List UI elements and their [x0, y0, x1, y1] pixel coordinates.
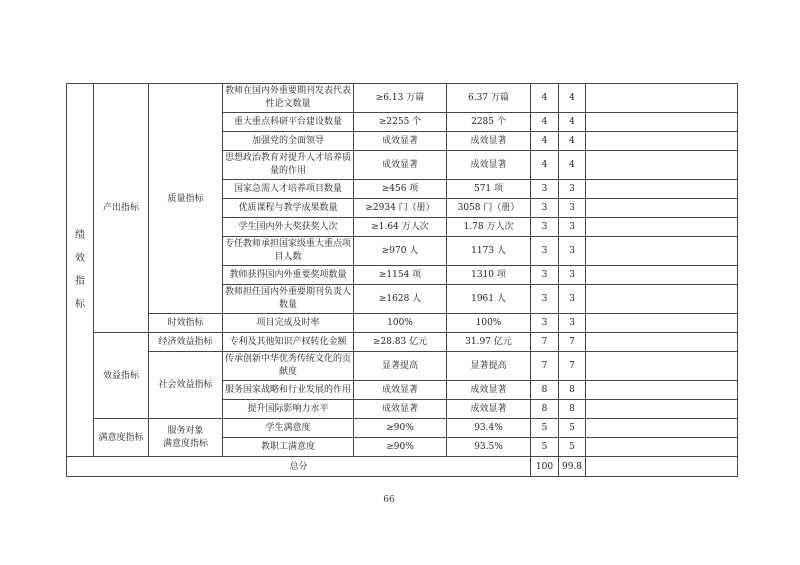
remark-cell — [586, 132, 738, 151]
remark-cell — [586, 113, 738, 132]
actual-value-cell: 成效显著 — [447, 132, 531, 151]
weight-cell: 3 — [531, 218, 559, 237]
score-cell: 8 — [559, 381, 586, 400]
actual-value-cell: 1173 人 — [447, 237, 531, 266]
actual-value-cell: 成效显著 — [447, 400, 531, 419]
performance-indicator-table — [66, 83, 738, 477]
actual-value-cell: 571 项 — [447, 180, 531, 199]
target-value-cell: 显著提高 — [354, 352, 447, 381]
remark-cell — [586, 285, 738, 314]
total-remark-cell — [586, 457, 738, 477]
score-cell: 3 — [559, 266, 586, 285]
score-cell: 4 — [559, 132, 586, 151]
target-value-cell: ≥1.64 万人次 — [354, 218, 447, 237]
weight-cell: 3 — [531, 314, 559, 333]
target-value-cell: ≥6.13 万篇 — [354, 84, 447, 113]
table-row — [67, 333, 738, 352]
score-cell: 5 — [559, 438, 586, 457]
actual-value-cell: 31.97 亿元 — [447, 333, 531, 352]
score-cell: 4 — [559, 151, 586, 180]
target-value-cell: ≥1628 人 — [354, 285, 447, 314]
actual-value-cell: 显著提高 — [447, 352, 531, 381]
remark-cell — [586, 352, 738, 381]
weight-cell: 3 — [531, 237, 559, 266]
remark-cell — [586, 237, 738, 266]
remark-cell — [586, 266, 738, 285]
actual-value-cell: 2285 个 — [447, 113, 531, 132]
indicator-name-cell: 专任教师承担国家级重大重点项目人数 — [223, 237, 354, 266]
row-group-label-cell — [67, 84, 94, 457]
weight-cell: 3 — [531, 180, 559, 199]
score-cell: 3 — [559, 285, 586, 314]
subcategory-timeliness-cell: 时效指标 — [149, 314, 223, 333]
target-value-cell: ≥2934 门（册） — [354, 199, 447, 218]
remark-cell — [586, 314, 738, 333]
actual-value-cell: 1.78 万人次 — [447, 218, 531, 237]
target-value-cell: 成效显著 — [354, 151, 447, 180]
indicator-name-cell: 国家急需人才培养项目数量 — [223, 180, 354, 199]
remark-cell — [586, 419, 738, 438]
remark-cell — [586, 400, 738, 419]
target-value-cell: ≥970 人 — [354, 237, 447, 266]
indicator-name-cell: 加强党的全面领导 — [223, 132, 354, 151]
subcategory-quality-cell: 质量指标 — [149, 84, 223, 314]
table-row — [67, 352, 738, 381]
total-row — [67, 457, 738, 477]
weight-cell: 4 — [531, 113, 559, 132]
target-value-cell: ≥2255 个 — [354, 113, 447, 132]
target-value-cell: 成效显著 — [354, 400, 447, 419]
subcategory-service-line2: 满意度指标 — [162, 438, 208, 449]
category-benefit-cell: 效益指标 — [94, 333, 149, 419]
subcategory-service-cell — [149, 419, 223, 457]
weight-cell: 7 — [531, 333, 559, 352]
weight-cell: 8 — [531, 400, 559, 419]
actual-value-cell: 93.4% — [447, 419, 531, 438]
indicator-name-cell: 专利及其他知识产权转化金额 — [223, 333, 354, 352]
indicator-name-cell: 教职工满意度 — [223, 438, 354, 457]
remark-cell — [586, 381, 738, 400]
remark-cell — [586, 333, 738, 352]
remark-cell — [586, 180, 738, 199]
indicator-name-cell: 重大重点科研平台建设数量 — [223, 113, 354, 132]
indicator-name-cell: 教师在国内外重要期刊发表代表性论文数量 — [223, 84, 354, 113]
subcategory-service-line1: 服务对象 — [167, 425, 204, 436]
score-cell: 4 — [559, 84, 586, 113]
target-value-cell: ≥90% — [354, 438, 447, 457]
remark-cell — [586, 218, 738, 237]
weight-cell: 3 — [531, 266, 559, 285]
target-value-cell: ≥1154 项 — [354, 266, 447, 285]
table-row — [67, 419, 738, 438]
score-cell: 3 — [559, 218, 586, 237]
target-value-cell: 100% — [354, 314, 447, 333]
weight-cell: 5 — [531, 438, 559, 457]
weight-cell: 4 — [531, 84, 559, 113]
total-label-cell: 总分 — [67, 457, 531, 477]
page-number: 66 — [383, 495, 395, 505]
actual-value-cell: 93.5% — [447, 438, 531, 457]
weight-cell: 4 — [531, 151, 559, 180]
category-output-cell: 产出指标 — [94, 84, 149, 333]
indicator-name-cell: 思想政治教育对提升人才培养质量的作用 — [223, 151, 354, 180]
row-group-label: 绩效指标 — [75, 230, 85, 310]
indicator-name-cell: 服务国家战略和行业发展的作用 — [223, 381, 354, 400]
indicator-name-cell: 学生国内外大奖获奖人次 — [223, 218, 354, 237]
subcategory-social-cell: 社会效益指标 — [149, 352, 223, 419]
indicator-name-cell: 教师获得国内外重要奖项数量 — [223, 266, 354, 285]
weight-cell: 5 — [531, 419, 559, 438]
indicator-name-cell: 提升国际影响力水平 — [223, 400, 354, 419]
score-cell: 3 — [559, 180, 586, 199]
score-cell: 7 — [559, 352, 586, 381]
indicator-name-cell: 优质课程与教学成果数量 — [223, 199, 354, 218]
target-value-cell: 成效显著 — [354, 381, 447, 400]
remark-cell — [586, 151, 738, 180]
indicator-name-cell: 传承创新中华优秀传统文化的贡献度 — [223, 352, 354, 381]
score-cell: 3 — [559, 314, 586, 333]
score-cell: 3 — [559, 237, 586, 266]
score-cell: 3 — [559, 199, 586, 218]
actual-value-cell: 成效显著 — [447, 381, 531, 400]
subcategory-economic-cell: 经济效益指标 — [149, 333, 223, 352]
table-row — [67, 84, 738, 113]
target-value-cell: ≥456 项 — [354, 180, 447, 199]
weight-cell: 7 — [531, 352, 559, 381]
actual-value-cell: 1961 人 — [447, 285, 531, 314]
actual-value-cell: 成效显著 — [447, 151, 531, 180]
score-cell: 7 — [559, 333, 586, 352]
total-score-cell: 99.8 — [559, 457, 586, 477]
weight-cell: 8 — [531, 381, 559, 400]
indicator-name-cell: 学生满意度 — [223, 419, 354, 438]
weight-cell: 3 — [531, 199, 559, 218]
remark-cell — [586, 199, 738, 218]
target-value-cell: ≥90% — [354, 419, 447, 438]
weight-cell: 3 — [531, 285, 559, 314]
score-cell: 5 — [559, 419, 586, 438]
table-row — [67, 314, 738, 333]
weight-cell: 4 — [531, 132, 559, 151]
score-cell: 8 — [559, 400, 586, 419]
remark-cell — [586, 84, 738, 113]
actual-value-cell: 6.37 万篇 — [447, 84, 531, 113]
score-cell: 4 — [559, 113, 586, 132]
actual-value-cell: 3058 门（册） — [447, 199, 531, 218]
target-value-cell: 成效显著 — [354, 132, 447, 151]
actual-value-cell: 100% — [447, 314, 531, 333]
category-satisfaction-cell: 满意度指标 — [94, 419, 149, 457]
total-weight-cell: 100 — [531, 457, 559, 477]
indicator-name-cell: 教师担任国内外重要期刊负责人数量 — [223, 285, 354, 314]
actual-value-cell: 1310 项 — [447, 266, 531, 285]
remark-cell — [586, 438, 738, 457]
indicator-name-cell: 项目完成及时率 — [223, 314, 354, 333]
target-value-cell: ≥28.83 亿元 — [354, 333, 447, 352]
